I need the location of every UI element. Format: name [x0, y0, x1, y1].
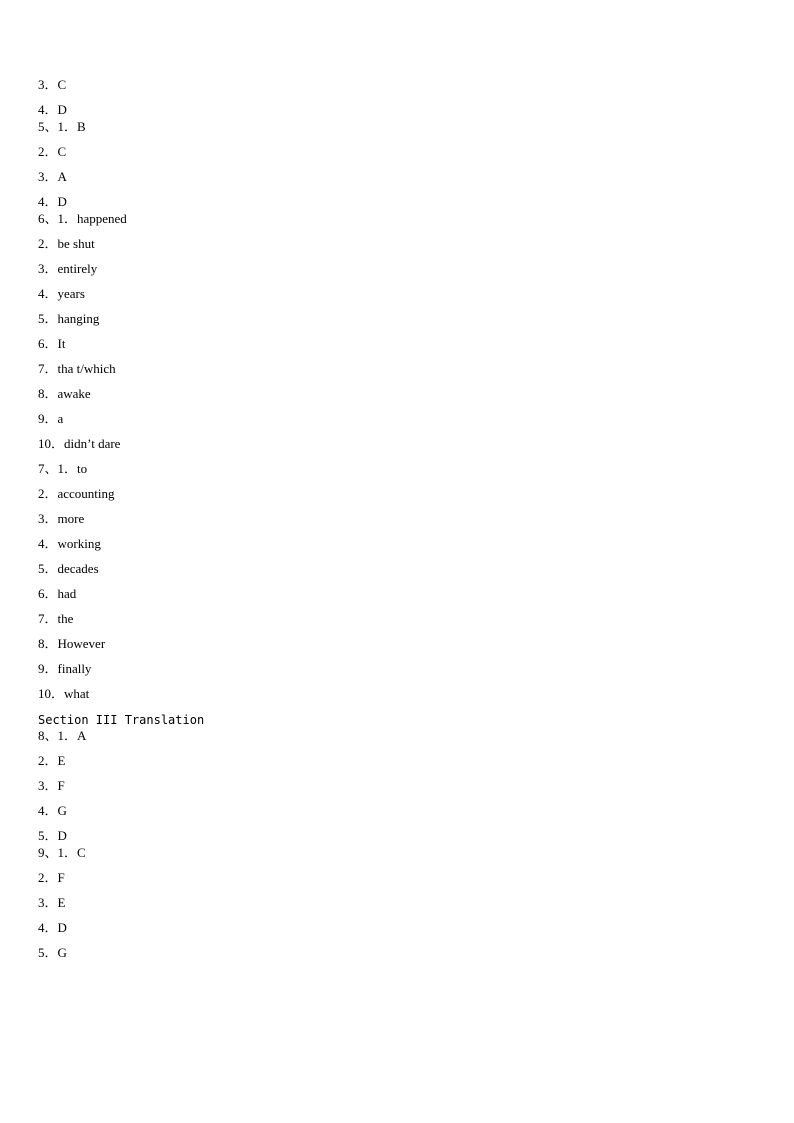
answer-line: 10．what: [38, 686, 90, 701]
answer-line: 2．C: [38, 144, 67, 159]
answer-line: 2．be shut: [38, 236, 95, 251]
answer-line: 5．hanging: [38, 311, 100, 326]
answer-line: 9．finally: [38, 661, 92, 676]
answer-line: 4．working: [38, 536, 101, 551]
answer-line: 3．E: [38, 895, 66, 910]
answer-line: 8．awake: [38, 386, 91, 401]
answer-line: 7．the: [38, 611, 74, 626]
answer-line: 8、1．A: [38, 728, 87, 743]
answer-line: 3．C: [38, 77, 67, 92]
answer-line: 4．D: [38, 194, 67, 209]
answer-line: 7．tha t/which: [38, 361, 116, 376]
answer-line: 3．entirely: [38, 261, 98, 276]
answer-line: 4．years: [38, 286, 85, 301]
answer-line: 4．D: [38, 102, 67, 117]
answer-line: 7、1．to: [38, 461, 88, 476]
answer-line: 6．had: [38, 586, 77, 601]
answer-line: 4．D: [38, 920, 67, 935]
answer-line: 5、1．B: [38, 119, 86, 134]
answer-line: 2．F: [38, 870, 65, 885]
answer-line: 3．F: [38, 778, 65, 793]
answer-line: 6、1．happened: [38, 211, 127, 226]
answer-line: 6．It: [38, 336, 66, 351]
answer-line: 2．E: [38, 753, 66, 768]
answer-line: 3．A: [38, 169, 67, 184]
answer-line: 3．more: [38, 511, 85, 526]
section-heading: Section III Translation: [38, 713, 205, 727]
answer-line: 5．D: [38, 828, 67, 843]
answer-line: 4．G: [38, 803, 67, 818]
answer-line: 5．G: [38, 945, 67, 960]
answer-line: 9、1．C: [38, 845, 86, 860]
answer-line: 9．a: [38, 411, 64, 426]
answer-line: 8．However: [38, 636, 106, 651]
answer-line: 5．decades: [38, 561, 99, 576]
answer-line: 2．accounting: [38, 486, 115, 501]
answer-line: 10．didn’t dare: [38, 436, 121, 451]
